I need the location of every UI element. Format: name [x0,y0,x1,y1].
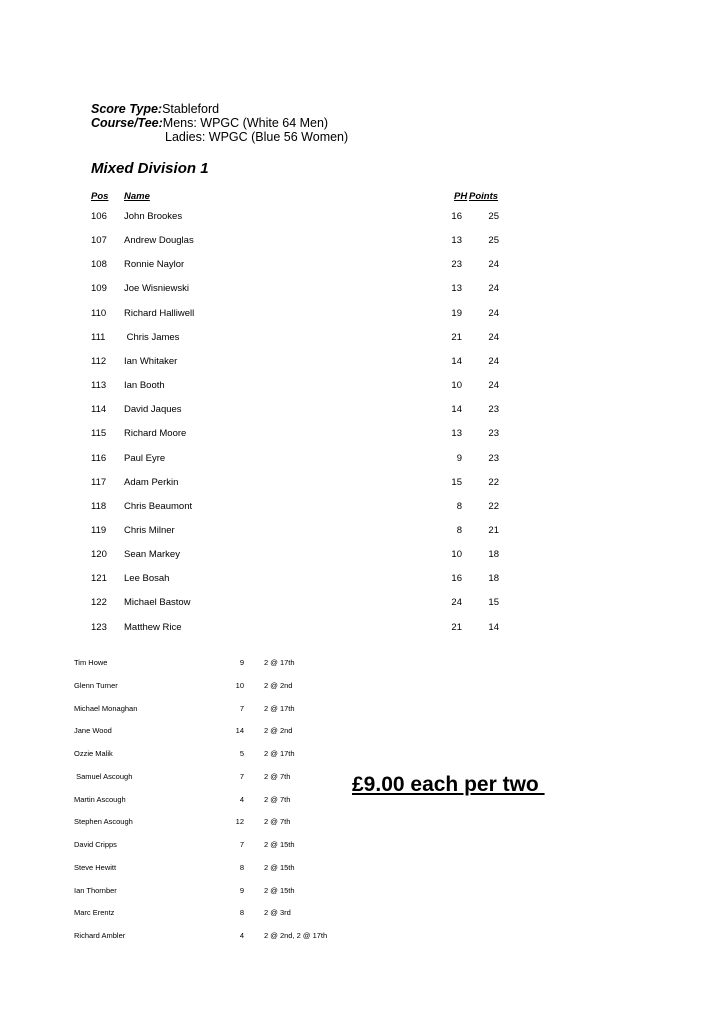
twos-ph: 7 [239,840,244,849]
twos-detail: 2 @ 2nd [264,726,293,736]
result-name: Paul Eyre [124,452,166,464]
twos-ph: 7 [239,771,244,781]
result-row [0,356,724,370]
twos-detail: 2 @ 7th [264,817,291,827]
result-pos: 113 [91,380,107,391]
twos-player-name: Michael Monaghan [74,703,138,713]
twos-player-name: Martin Ascough [74,794,126,804]
result-name: John Brookes [124,211,183,222]
twos-detail: 2 @ 15th [264,885,295,895]
result-pos: 107 [91,235,107,247]
result-name: Chris James [124,331,180,343]
result-row [0,573,724,587]
score-type-value: Stableford [162,102,220,116]
twos-ph: 12 [235,817,244,827]
column-header-name: Name [124,191,150,202]
course-tee-line [91,116,348,130]
result-points: 23 [488,452,499,464]
result-points: 24 [488,307,499,319]
twos-detail: 2 @ 2nd, 2 @ 17th [264,931,328,940]
twos-detail: 2 @ 15th [264,862,295,872]
division-title: Mixed Division 1 [91,160,209,177]
result-name: Ian Booth [124,380,165,391]
twos-ph: 7 [239,703,244,713]
result-row [0,235,724,249]
result-row [0,428,724,442]
result-pos: 116 [91,452,107,464]
result-points: 24 [488,331,499,343]
twos-ph: 5 [239,749,244,758]
twos-row [0,704,724,716]
result-row [0,597,724,611]
result-ph: 21 [451,331,462,343]
twos-player-name: Richard Ambler [74,931,126,940]
twos-ph: 8 [239,862,244,872]
result-name: David Jaques [124,404,182,416]
result-pos: 110 [91,307,107,319]
result-name: Joe Wisniewski [124,283,189,295]
twos-detail: 2 @ 2nd [264,680,293,690]
twos-detail: 2 @ 3rd [264,908,291,918]
twos-row [0,931,724,943]
result-points: 24 [488,283,499,295]
result-ph: 13 [451,283,462,295]
twos-player-name: Ozzie Malik [74,749,113,758]
result-ph: 9 [456,452,462,464]
result-row [0,332,724,346]
result-row [0,380,724,394]
result-name: Richard Moore [124,428,187,440]
twos-row [0,840,724,852]
result-pos: 119 [91,525,107,536]
twos-detail: 2 @ 17th [264,658,295,667]
result-name: Chris Beaumont [124,500,193,512]
result-points: 18 [488,573,499,585]
result-name: Richard Halliwell [124,307,195,319]
twos-detail: 2 @ 7th [264,771,291,781]
twos-row [0,726,724,738]
result-name: Lee Bosah [124,573,170,585]
result-pos: 121 [91,573,107,585]
result-name: Andrew Douglas [124,235,194,247]
twos-ph: 9 [239,658,244,667]
result-row [0,622,724,636]
result-name: Matthew Rice [124,621,182,633]
result-pos: 122 [91,597,107,609]
result-pos: 106 [91,211,107,222]
result-points: 25 [488,235,499,247]
result-ph: 16 [451,573,462,585]
result-row [0,477,724,491]
course-tee-ladies: Ladies: WPGC (Blue 56 Women) [165,130,349,144]
column-header-points: Points [469,191,499,202]
twos-row [0,863,724,875]
twos-detail: 2 @ 17th [264,749,295,758]
result-ph: 13 [451,428,462,440]
twos-detail: 2 @ 17th [264,703,295,713]
score-type-label: Score Type: [91,102,163,116]
result-row [0,525,724,539]
result-ph: 21 [451,621,462,633]
result-row [0,549,724,563]
twos-row [0,886,724,898]
twos-player-name: Jane Wood [74,726,112,736]
result-ph: 16 [451,211,462,222]
result-row [0,308,724,322]
result-row [0,259,724,273]
result-row [0,453,724,467]
result-points: 23 [488,404,499,416]
column-header-pos: Pos [91,191,109,202]
result-ph: 14 [451,404,462,416]
result-pos: 112 [91,355,107,367]
score-type-line [91,102,348,116]
result-ph: 10 [451,380,462,391]
result-ph: 15 [451,476,462,488]
result-name: Ian Whitaker [124,355,178,367]
result-points: 14 [488,621,499,633]
twos-player-name: Samuel Ascough [74,771,133,781]
twos-ph: 9 [239,885,244,895]
result-name: Michael Bastow [124,597,191,609]
twos-player-name: David Cripps [74,840,117,849]
column-header-ph: PH [454,191,468,202]
result-row [0,501,724,515]
twos-player-name: Stephen Ascough [74,817,133,827]
twos-ph: 10 [235,680,244,690]
twos-row [0,749,724,761]
twos-ph: 8 [239,908,244,918]
twos-row [0,817,724,829]
result-pos: 114 [91,404,107,416]
result-row [0,211,724,225]
result-name: Chris Milner [124,525,175,536]
twos-player-name: Steve Hewitt [74,862,117,872]
twos-row [0,908,724,920]
result-ph: 23 [451,259,462,271]
result-name: Sean Markey [124,549,180,561]
twos-row [0,658,724,670]
result-pos: 120 [91,549,107,561]
result-ph: 24 [451,597,462,609]
twos-ph: 4 [239,794,244,804]
twos-player-name: Marc Erentz [74,908,115,918]
result-ph: 10 [451,549,462,561]
twos-ph: 14 [235,726,244,736]
course-tee-ladies-line [91,130,348,144]
result-row [0,404,724,418]
result-name: Adam Perkin [124,476,179,488]
result-ph: 19 [451,307,462,319]
course-tee-mens: Mens: WPGC (White 64 Men) [162,116,329,130]
result-ph: 8 [456,500,462,512]
result-name: Ronnie Naylor [124,259,185,271]
twos-player-name: Ian Thornber [74,885,117,895]
result-points: 23 [488,428,499,440]
result-row [0,283,724,297]
twos-prize-text: £9.00 each per two [352,773,545,796]
twos-detail: 2 @ 15th [264,840,295,849]
twos-player-name: Tim Howe [74,658,108,667]
report-header [91,102,348,144]
result-pos: 123 [91,621,107,633]
result-points: 22 [488,500,499,512]
result-pos: 118 [91,500,107,512]
result-points: 24 [488,355,499,367]
result-points: 18 [488,549,499,561]
twos-player-name: Glenn Turner [74,680,118,690]
result-ph: 13 [451,235,462,247]
result-ph: 8 [456,525,462,536]
result-points: 21 [488,525,499,536]
result-points: 25 [488,211,499,222]
result-points: 15 [488,597,499,609]
result-pos: 117 [91,476,107,488]
twos-detail: 2 @ 7th [264,794,291,804]
result-pos: 109 [91,283,107,295]
result-pos: 111 [91,331,106,343]
result-pos: 115 [91,428,107,440]
result-points: 24 [488,259,499,271]
course-tee-label: Course/Tee: [91,116,163,130]
twos-row [0,681,724,693]
twos-ph: 4 [239,931,244,940]
result-pos: 108 [91,259,107,271]
result-points: 24 [488,380,499,391]
result-ph: 14 [451,355,462,367]
result-points: 22 [488,476,499,488]
